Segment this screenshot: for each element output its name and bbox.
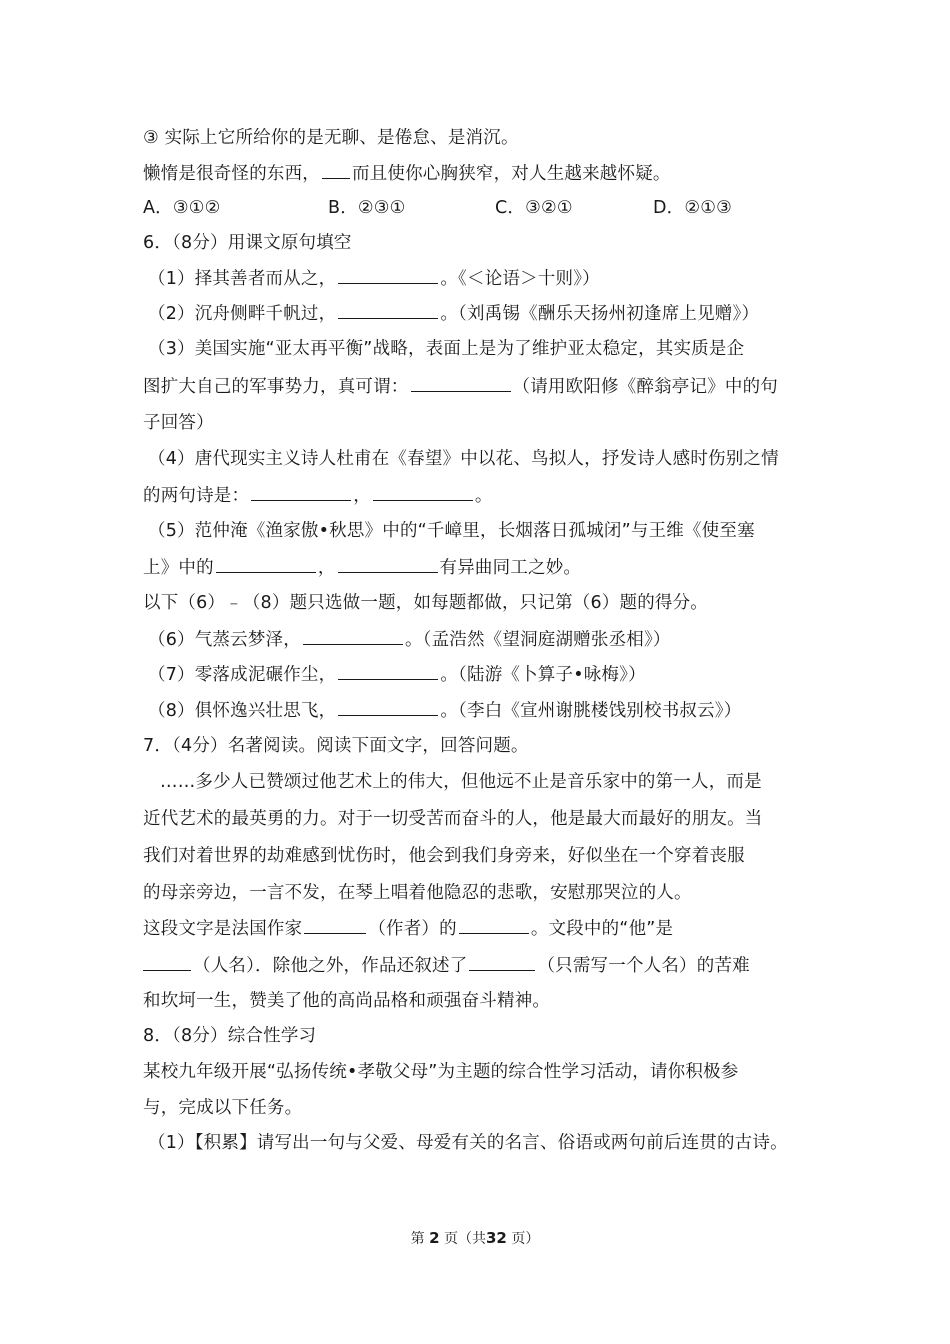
- q6-item-8-text-a: （8）俱怀逸兴壮思飞，: [148, 701, 337, 721]
- q5-option-a[interactable]: A．③①②: [143, 198, 221, 218]
- answer-blank[interactable]: [338, 698, 438, 716]
- q7-heading: 7．（4分）名著阅读。阅读下面文字，回答问题。: [143, 736, 529, 756]
- q8-task-1: （1）【积累】请写出一句与父爱、母爱有关的名言、俗语或两句前后连贯的古诗。: [148, 1133, 788, 1153]
- q6-heading: 6．（8分）用课文原句填空: [143, 233, 352, 253]
- q7-question-line-1: [143, 916, 815, 941]
- q8-intro-line-2: 与，完成以下任务。: [143, 1098, 303, 1118]
- q6-item-1-text-a: （1）择其善者而从之，: [148, 269, 337, 289]
- q6-item-2-text-a: （2）沉舟侧畔千帆过，: [148, 304, 337, 324]
- q5-sentence-3-text: ③ 实际上它所给你的是无聊、是倦怠、是消沉。: [143, 128, 519, 148]
- footer-suffix: 页）: [511, 1231, 540, 1247]
- q6-item-7-text-a: （7）零落成泥碾作尘，: [148, 665, 337, 685]
- q8-intro-line-1: 某校九年级开展“弘扬传统•孝敬父母”为主题的综合性学习活动，请你积极参: [143, 1062, 739, 1082]
- q6-item-3-text-b: （请用欧阳修《醉翁亭记》中的句: [512, 377, 778, 397]
- q6-item-7-text-b: 。（陆游《卜算子•咏梅》）: [440, 665, 646, 685]
- q7-question-text-b: （作者）的: [368, 919, 457, 939]
- q7-passage-line-3: 我们对着世界的劫难感到忧伤时，他会到我们身旁来，好似坐在一个穿着丧服: [143, 846, 745, 866]
- q6-item-5-text-a: 上》中的: [143, 558, 214, 578]
- q5-lazy-sentence: [143, 161, 815, 186]
- q5-option-c[interactable]: C．③②①: [495, 198, 573, 218]
- q6-item-3-text-a: 图扩大自己的军事势力，真可谓：: [143, 377, 409, 397]
- q7-question-line-2: [143, 953, 815, 978]
- footer-prefix: 第: [410, 1231, 425, 1247]
- answer-blank[interactable]: [143, 953, 191, 971]
- q6-item-5-text-b: ，: [317, 558, 336, 578]
- answer-blank[interactable]: [459, 916, 529, 934]
- q6-item-8-text-b: 。（李白《宣州谢朓楼饯别校书叔云》）: [440, 701, 742, 721]
- q6-item-4-line-1: （4）唐代现实主义诗人杜甫在《春望》中以花、鸟拟人，抒发诗人感时伤别之情: [148, 449, 779, 469]
- q5-option-d[interactable]: D．②①③: [653, 198, 733, 218]
- q6-item-4-text-c: 。: [474, 486, 493, 506]
- answer-blank[interactable]: [251, 483, 351, 501]
- q7-question-text-e: （只需写一个人名）的苦难: [537, 956, 750, 976]
- answer-blank[interactable]: [304, 916, 366, 934]
- answer-blank[interactable]: [373, 483, 473, 501]
- q5-lazy-text-a: 懒惰是很奇怪的东西，: [143, 164, 320, 184]
- q5-option-b[interactable]: B．②③①: [328, 198, 406, 218]
- q7-question-text-c: 。文段中的“他”是: [530, 919, 674, 939]
- q5-sentence-3: [143, 126, 815, 150]
- q7-question-line-3: 和坎坷一生，赞美了他的高尚品格和顽强奋斗精神。: [143, 991, 551, 1011]
- answer-blank[interactable]: [338, 266, 438, 284]
- q6-item-4-text-a: 的两句诗是：: [143, 486, 250, 506]
- q6-item-4-text-b: ，: [353, 486, 371, 506]
- q6-item-3-line-1: （3）美国实施“亚太再平衡”战略，表面上是为了维护亚太稳定，其实质是企: [148, 339, 745, 359]
- q8-heading: 8．（8分）综合性学习: [143, 1026, 317, 1046]
- q7-question-text-a: 这段文字是法国作家: [143, 919, 303, 939]
- answer-blank[interactable]: [338, 301, 438, 319]
- q5-lazy-text-b: 而且使你心胸狭窄，对人生越来越怀疑。: [352, 164, 671, 184]
- q6-item-7: [148, 662, 820, 687]
- answer-blank[interactable]: [338, 555, 438, 573]
- answer-blank[interactable]: [469, 953, 535, 971]
- q7-passage-line-2: 近代艺术的最英勇的力。对于一切受苦而奋斗的人，他是最大而最好的朋友。当: [143, 809, 763, 829]
- page-footer: [0, 1228, 950, 1249]
- answer-blank[interactable]: [216, 555, 316, 573]
- q6-item-3-line-2: [143, 374, 815, 399]
- q7-question-text-d: （人名）．除他之外，作品还叙述了: [193, 956, 468, 976]
- footer-total-pages: 32: [486, 1229, 507, 1247]
- q6-choice-note: 以下（6）﹣（8）题只选做一题，如每题都做，只记第（6）题的得分。: [143, 593, 708, 613]
- q6-item-6-text-a: （6）气蒸云梦泽，: [148, 630, 301, 650]
- q6-item-3-line-3: 子回答）: [143, 413, 214, 433]
- q6-item-2-text-b: 。（刘禹锡《酬乐天扬州初逢席上见赠》）: [440, 304, 760, 324]
- q6-item-5-text-c: 有异曲同工之妙。: [439, 558, 582, 578]
- q6-item-1: [148, 266, 820, 291]
- q6-item-6-text-b: 。（孟浩然《望洞庭湖赠张丞相》）: [404, 630, 671, 650]
- answer-blank[interactable]: [411, 374, 511, 392]
- footer-mid: 页（共: [444, 1231, 486, 1247]
- q7-passage-line-1: ……多少人已赞颂过他艺术上的伟大，但他远不止是音乐家中的第一人，而是: [160, 772, 762, 792]
- q6-item-8: [148, 698, 820, 723]
- q6-item-4-line-2: [143, 483, 815, 508]
- answer-blank[interactable]: [338, 662, 438, 680]
- q6-item-5-line-1: （5）范仲淹《渔家傲•秋思》中的“千嶂里，长烟落日孤城闭”与王维《使至塞: [148, 521, 755, 541]
- q6-item-2: [148, 301, 820, 326]
- q7-passage-line-4: 的母亲旁边，一言不发，在琴上唱着他隐忍的悲歌，安慰那哭泣的人。: [143, 883, 692, 903]
- q6-item-1-text-b: 。《＜论语＞十则》）: [440, 269, 600, 289]
- answer-blank[interactable]: [322, 161, 350, 179]
- q6-item-6: [148, 627, 820, 652]
- q6-item-5-line-2: [143, 555, 815, 580]
- answer-blank[interactable]: [303, 627, 403, 645]
- footer-page-number: 2: [429, 1229, 440, 1247]
